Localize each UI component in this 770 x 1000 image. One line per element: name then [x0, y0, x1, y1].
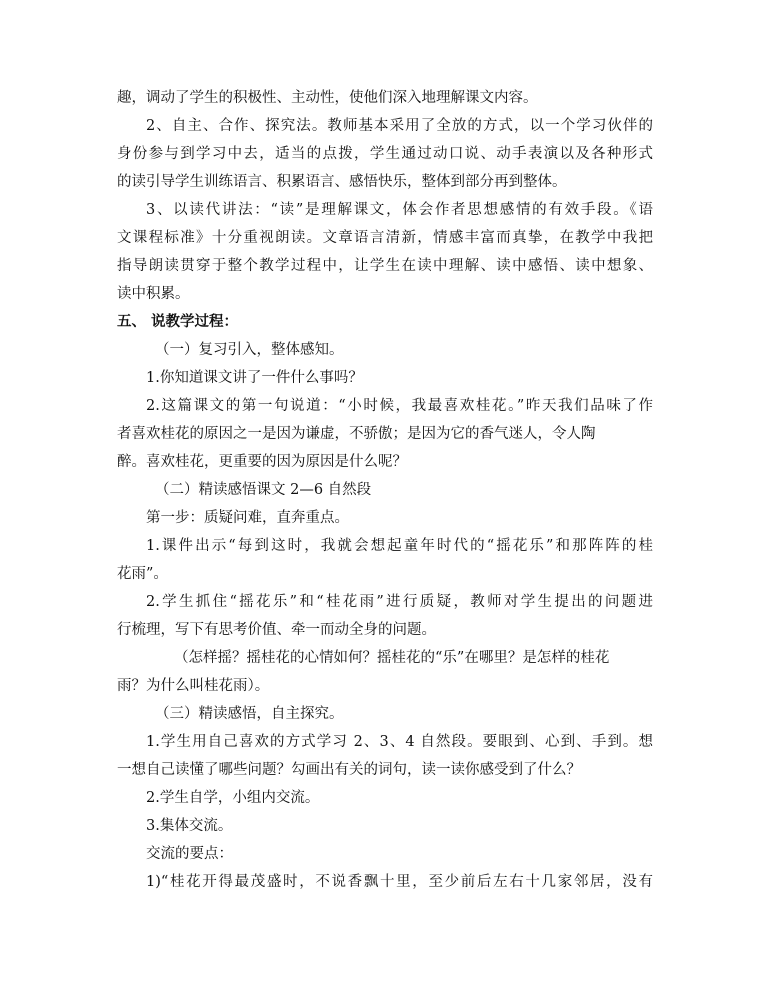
text-line: 1.学生用自己喜欢的方式学习 2、3、4 自然段。要眼到、心到、手到。想	[146, 734, 653, 750]
text-line: 交流的要点：	[146, 846, 233, 862]
text-line: 花雨”。	[117, 566, 168, 582]
text-line: 读中积累。	[117, 286, 190, 302]
text-line: 一想自己读懂了哪些问题？勾画出有关的词句，读一读你感受到了什么？	[117, 762, 581, 778]
text-line: 的读引导学生训练语言、积累语言、感悟快乐，整体到部分再到整体。	[117, 174, 567, 190]
text-line: 1.课件出示“每到这时，我就会想起童年时代的“摇花乐”和那阵阵的桂	[146, 538, 653, 554]
text-line: 雨？为什么叫桂花雨）。	[117, 678, 270, 694]
text-line: 趣，调动了学生的积极性、主动性，使他们深入地理解课文内容。	[117, 90, 538, 106]
text-line: 文课程标准》十分重视朗读。文章语言清新，情感丰富而真挚，在教学中我把	[117, 230, 653, 246]
text-line: 2、自主、合作、探究法。教师基本采用了全放的方式，以一个学习伙伴的	[146, 118, 653, 134]
text-line: 2.学生自学，小组内交流。	[146, 790, 320, 806]
text-line: 者喜欢桂花的原因之一是因为谦虚，不骄傲；是因为它的香气迷人，令人陶	[117, 426, 596, 442]
subsection-heading: （二）精读感悟课文 2—6 自然段	[155, 482, 372, 498]
text-line: 2.学生抓住“摇花乐”和“桂花雨”进行质疑，教师对学生提出的问题进	[146, 594, 653, 610]
text-line: 醉。喜欢桂花，更重要的因为原因是什么呢？	[117, 454, 407, 470]
subsection-heading: （三）精读感悟，自主探究。	[155, 706, 344, 722]
text-line: 身份参与到学习中去，适当的点拨，学生通过动口说、动手表演以及各种形式	[117, 146, 653, 162]
text-line: 1)“桂花开得最茂盛时，不说香飘十里，至少前后左右十几家邻居，没有	[146, 874, 653, 890]
text-line: 1.你知道课文讲了一件什么事吗？	[146, 370, 363, 386]
subsection-heading: （一）复习引入，整体感知。	[155, 342, 344, 358]
text-line: 指导朗读贯穿于整个教学过程中，让学生在读中理解、读中感悟、读中想象、	[117, 258, 653, 274]
text-line: 第一步：质疑问难，直奔重点。	[146, 510, 349, 526]
section-heading: 五、 说教学过程：	[117, 313, 239, 330]
text-line: 3.集体交流。	[146, 818, 233, 834]
text-line: 3、以读代讲法：“读”是理解课文，体会作者思想感情的有效手段。《语	[146, 202, 653, 218]
text-line: 行梳理，写下有思考价值、牵一而动全身的问题。	[117, 622, 436, 638]
text-line: 2.这篇课文的第一句说道：“小时候，我最喜欢桂花。”昨天我们品味了作	[146, 398, 653, 414]
text-line: （怎样摇？摇桂花的心情如何？摇桂花的“乐”在哪里？是怎样的桂花	[174, 650, 610, 666]
